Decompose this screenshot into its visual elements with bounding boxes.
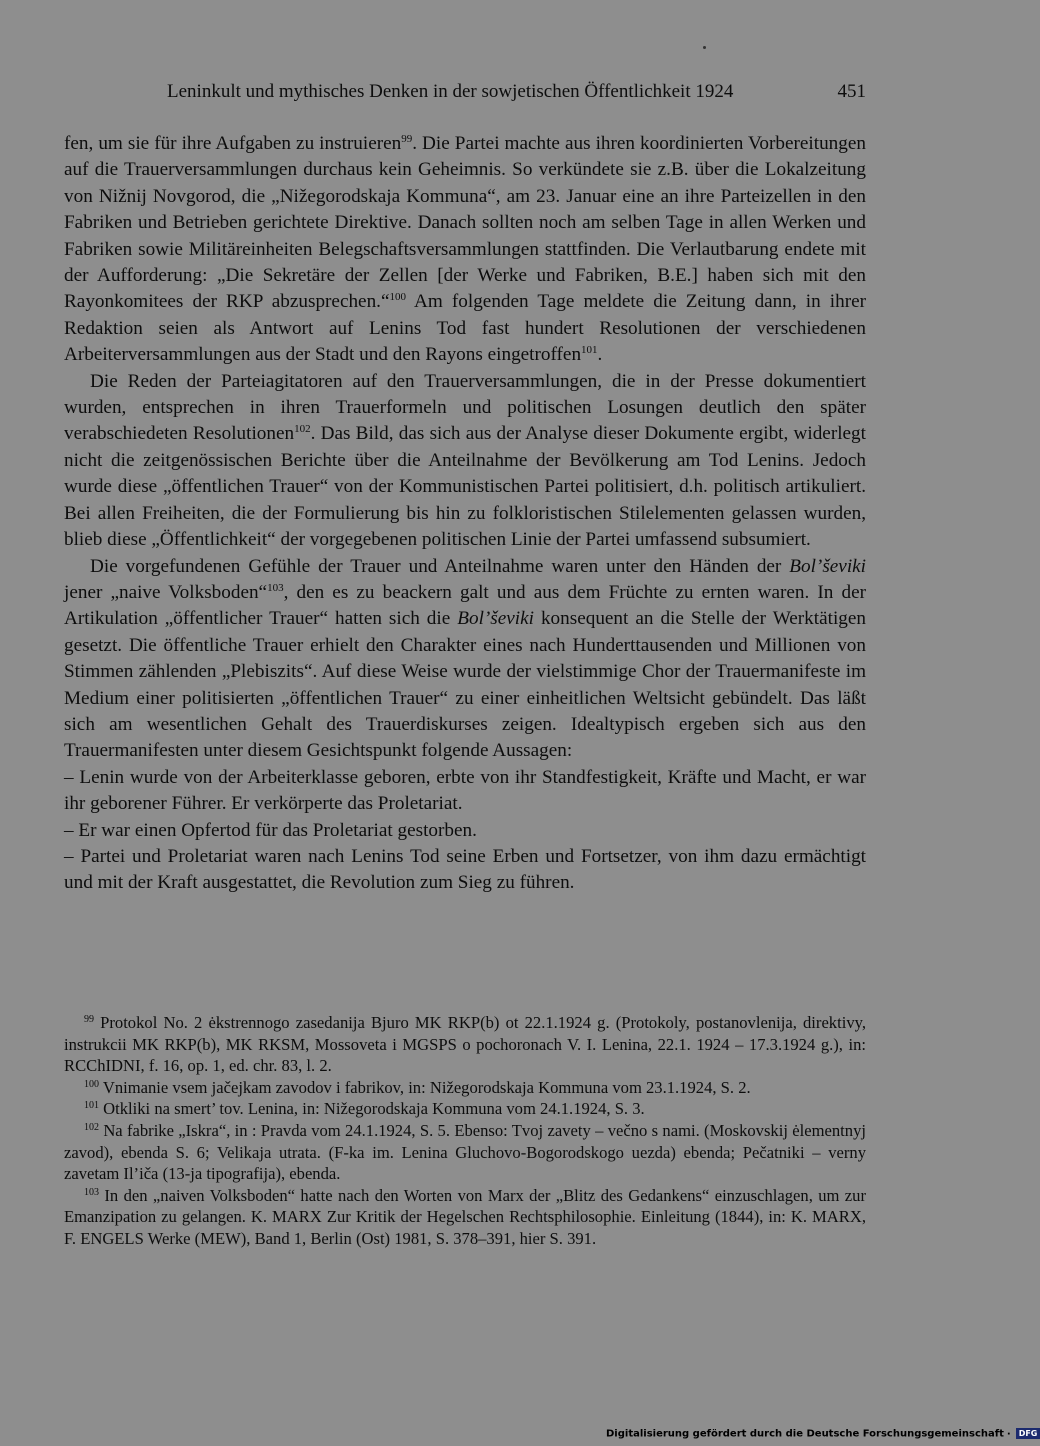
footnote-number: 101	[84, 1100, 99, 1112]
footnote-number: 100	[84, 1078, 99, 1090]
list-item: – Er war einen Opfertod für das Proletariat gestorben.	[64, 819, 477, 841]
running-title: Leninkult und mythisches Denken in der sowjetischen Öffentlichkeit 1924	[167, 81, 734, 102]
footnote	[64, 1098, 866, 1120]
scan-speck	[703, 46, 706, 49]
text-run: , den es zu beackern galt und aus dem Früchte zu ernten waren. In der Artikulation „öffentlicher Trauer“ hatten sich die	[64, 581, 867, 630]
text-run: Am folgenden Tage meldete die Zeitung dann, in ihrer Redaktion seien als Antwort auf Lenins Tod fast hundert Resolutionen der verschiedenen Arbeiterversammlungen aus der Stadt und den Rayons eingetroffen	[64, 291, 866, 366]
footnote	[64, 1185, 866, 1250]
footnote-ref[interactable]: 101	[581, 344, 598, 357]
footnote-number: 102	[84, 1121, 99, 1133]
paragraph-1	[64, 131, 866, 369]
footnote-number: 103	[84, 1186, 99, 1198]
paragraph-3	[64, 554, 866, 765]
text-run: Die vorgefundenen Gefühle der Trauer und Anteilnahme waren unter den Händen der	[90, 555, 790, 577]
page-number: 451	[837, 81, 866, 102]
dfg-logo: DFG	[1016, 1428, 1040, 1439]
footnote-ref[interactable]: 100	[389, 291, 406, 304]
footnote-text: In den „naiven Volksboden“ hatte nach den Worten von Marx der „Blitz des Gedankens“ einzuschlagen, um zur Emanzipation zu gelangen. K. MARX Zur Kritik der Hegelschen Rechtsphilosophie. Einleitung (1844), in: K. MARX, F. ENGELS Werke (MEW), Band 1, Berlin (Ost) 1981, S. 378–391, hier S. 391.	[64, 1185, 866, 1248]
text-run: . Die Partei machte aus ihren koordinierten Vorbereitungen auf die Trauerversammlungen durchaus kein Geheimnis. So verkündete sie z.B. über die Lokalzeitung von Nižnij Novgorod, die „Nižegorodskaja Kommuna“, am 23. Januar eine an ihre Parteizellen in den Fabriken und Betrieben gerichtete Direktive. Danach sollten noch am selben Tage in allen Werken und Fabriken sowie Militäreinheiten Belegschaftsversammlungen stattfinden. Die Verlautbarung endete mit der Aufforderung: „Die Sekretäre der Zellen [der Werke und Fabriken, B.E.] haben sich mit den Rayonkomitees der RKP abzusprechen.“	[64, 133, 866, 313]
footer-text: Digitalisierung gefördert durch die Deutsche Forschungsgemeinschaft	[606, 1428, 1004, 1440]
footnote	[64, 1120, 866, 1185]
footnote-ref[interactable]: 102	[294, 423, 311, 436]
footnote-text: Otkliki na smert’ tov. Lenina, in: Nižegorodskaja Kommuna vom 24.1.1924, S. 3.	[99, 1099, 645, 1119]
text-run: jener „naive Volksboden“	[64, 581, 268, 603]
main-text	[64, 131, 866, 897]
list-item: – Lenin wurde von der Arbeiterklasse geboren, erbte von ihr Standfestigkeit, Kräfte und Macht, er war ihr geborener Führer. Er verkörperte das Proletariat.	[64, 766, 866, 815]
footnote-text: Na fabrike „Iskra“, in : Pravda vom 24.1.1924, S. 5. Ebenso: Tvoj zavety – večno s nami. (Moskovskij ėlementnyj zavod), ebenda S. 6; Velikaja utrata. (F-ka im. Lenina Gluchovo-Bogorodskogo uezda) ebenda; Pečatniki – verny zavetam Il’iča (13-ja tipografija), ebenda.	[64, 1120, 866, 1184]
paragraph-2	[64, 369, 866, 554]
footnote-text: Protokol No. 2 ėkstrennogo zasedanija Bjuro MK RKP(b) ot 22.1.1924 g. (Protokoly, postanovlenija, direktivy, instrukcii MK RKP(b), MK RKSM, Mossoveta i MGSPS o pochoronach V. I. Lenina, 22.1. 1924 – 17.3.1924 g.), in: RCChIDNI, f. 16, op. 1, ed. chr. 83, l. 2.	[64, 1013, 866, 1076]
footnote	[64, 1012, 866, 1077]
footnote-number: 99	[84, 1014, 94, 1025]
text-run: fen, um sie für ihre Aufgaben zu instruieren	[64, 133, 402, 154]
italic-term: Bol’ševiki	[789, 555, 866, 577]
text-run: Die Reden der Parteiagitatoren auf den Trauerversammlungen, die in der Presse dokumentiert wurden, entsprechen in ihren Trauerformeln und politischen Losungen deutlich den später verabschiedeten Resolutionen	[64, 370, 866, 445]
text-run: . Das Bild, das sich aus der Analyse dieser Dokumente ergibt, widerlegt nicht die zeitgenössischen Berichte über die Anteilnahme der Bevölkerung am Tod Lenins. Jedoch wurde diese „öffentlichen Trauer“ von der Kommunistischen Partei politisiert, d.h. politisch artikuliert. Bei allen Freiheiten, die der Formulierung bis hin zu folkloristischen Stilelementen gelassen wurden, blieb diese „Öffentlichkeit“ der vorgegebenen politischen Linie der Partei umfassend subsumiert.	[64, 423, 866, 551]
footnote	[64, 1077, 866, 1099]
list-item: – Partei und Proletariat waren nach Lenins Tod seine Erben und Fortsetzer, von ihm dazu ermächtigt und mit der Kraft ausgestattet, die Revolution zum Sieg zu führen.	[64, 845, 866, 894]
footnotes	[64, 1012, 866, 1250]
text-run: .	[597, 344, 603, 366]
footnote-text: Vnimanie vsem jačejkam zavodov i fabrikov, in: Nižegorodskaja Kommuna vom 23.1.1924, S. 2.	[99, 1077, 751, 1097]
text-run: konsequent an die Stelle der Werktätigen gesetzt. Die öffentliche Trauer erhielt den Charakter eines nach Hunderttausenden und Millionen von Stimmen zählenden „Plebiszits“. Auf diese Weise wurde der vielstimmige Chor der Trauermanifeste im Medium einer politisierten „öffentlichen Trauer“ zu einer einheitlichen Weltsicht gebündelt. Das läßt sich am wesentlichen Gehalt des Trauerdiskurses zeigen. Idealtypisch ergeben sich aus den Trauermanifesten unter diesem Gesichtspunkt folgende Aussagen:	[64, 608, 866, 762]
footer-separator: ·	[1006, 1428, 1011, 1440]
digitization-footer	[606, 1428, 1040, 1440]
footnote-ref[interactable]: 103	[267, 581, 284, 594]
italic-term: Bol’ševiki	[457, 608, 534, 630]
footnote-ref[interactable]: 99	[401, 133, 413, 145]
